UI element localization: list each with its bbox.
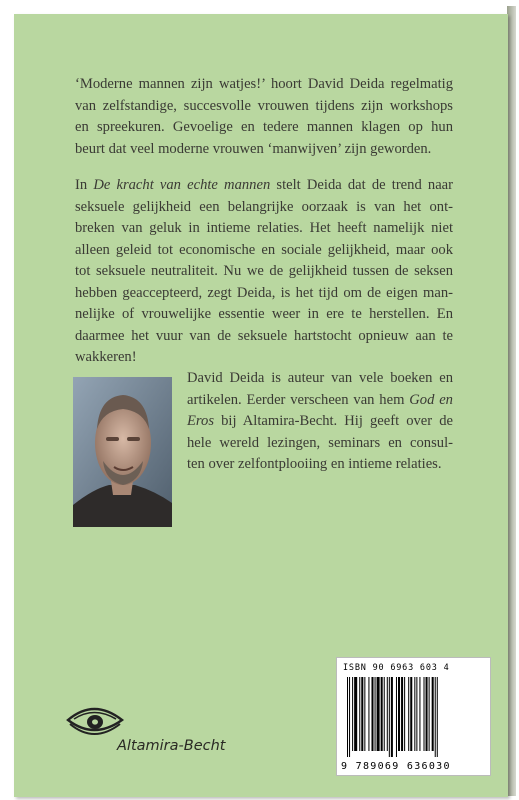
barcode-stripe xyxy=(437,677,438,757)
barcode-stripe xyxy=(416,677,417,751)
barcode-stripe xyxy=(429,677,430,751)
barcode-stripe xyxy=(426,677,428,751)
barcode-stripe xyxy=(396,677,397,757)
publisher-name: Altamira-Becht xyxy=(117,738,226,754)
bio-line: hele wereld lezingen, seminars en consul- xyxy=(187,434,453,451)
book-title: Eros xyxy=(187,413,215,429)
barcode-stripe xyxy=(424,677,425,751)
book-title: God en xyxy=(409,391,453,408)
barcode-stripe xyxy=(387,677,388,751)
barcode-stripe xyxy=(377,677,380,751)
barcode-stripe xyxy=(389,677,390,757)
barcode-stripe xyxy=(359,677,360,751)
barcode-stripe xyxy=(419,677,420,751)
barcode-stripe xyxy=(408,677,409,751)
author-bio xyxy=(187,368,453,476)
ean-number: 9 789069 636030 xyxy=(341,761,451,772)
barcode-stripe xyxy=(349,677,350,757)
blurb-line: alleen geleid tot economische en sociale gelijkheid, maar ook xyxy=(75,241,453,258)
blurb-line: ‘Moderne mannen zijn watjes!’ hoort David Deida regelmatig xyxy=(75,76,453,92)
blurb-text: stelt Deida dat de trend naar xyxy=(270,177,454,193)
bio-line: David Deida is auteur van vele boeken en xyxy=(187,370,453,386)
barcode xyxy=(336,657,491,776)
barcode-stripe xyxy=(414,677,415,751)
bio-text: artikelen. Eerder verscheen van hem xyxy=(187,391,410,408)
barcode-stripe xyxy=(398,677,400,751)
barcode-stripe xyxy=(352,677,353,751)
barcode-stripe xyxy=(375,677,376,751)
blurb-line: beurt dat veel moderne vrouwen ‘manwijven’ zijn geworden. xyxy=(75,140,432,157)
bio-line: ten over zelfontplooiing en intieme relaties. xyxy=(187,456,442,472)
blurb-line: seksuele gelijkheid een belangrijke oorzaak is van het ont- xyxy=(75,198,453,215)
barcode-stripe xyxy=(364,677,365,751)
blurb-line: breken van geluk in intieme relaties. Het heeft namelijk niet xyxy=(75,220,453,236)
blurb-line: wakkeren! xyxy=(75,349,137,365)
barcode-stripe xyxy=(368,677,369,751)
blurb-paragraph-1 xyxy=(75,74,453,160)
bio-text: bij Altamira-Becht. Hij geeft over de xyxy=(214,413,453,429)
book-spine-shadow xyxy=(507,6,516,796)
barcode-stripe xyxy=(401,677,403,751)
blurb-line: nelijke of vrouwelijke essentie weer in ere te herstellen. En xyxy=(75,306,453,322)
book-title: De kracht van echte mannen xyxy=(93,177,271,193)
barcode-stripe xyxy=(384,677,385,751)
bio-line xyxy=(187,390,453,412)
barcode-stripe xyxy=(371,677,373,751)
barcode-stripe xyxy=(432,677,434,751)
barcode-stripe xyxy=(435,677,436,757)
blurb-text: In xyxy=(75,177,94,193)
barcode-bars xyxy=(347,677,480,757)
barcode-stripe xyxy=(404,677,405,751)
blurb-line xyxy=(75,175,453,197)
barcode-stripe xyxy=(410,677,412,751)
blurb-line: tot seksuele neutraliteit. Nu we de gelijkheid tussen de seksen xyxy=(75,263,453,279)
blurb-paragraph-2 xyxy=(75,175,453,369)
barcode-stripe xyxy=(391,677,393,757)
blurb-line: en spreekuren. Gevoelige en tedere mannen klagen op hun xyxy=(75,119,453,135)
barcode-stripe xyxy=(354,677,357,751)
barcode-stripe xyxy=(347,677,348,757)
isbn-label: ISBN 90 6963 603 4 xyxy=(343,663,450,673)
bio-line xyxy=(187,411,453,433)
blurb-line: daarmee het vuur van de seksuele hartstocht opnieuw aan te xyxy=(75,327,453,344)
barcode-stripe xyxy=(381,677,383,751)
blurb-line: van zelfstandige, succesvolle vrouwen tijdens zijn workshops xyxy=(75,97,453,114)
blurb-line: hebben geaccepteerd, zegt Deida, is het tijd om de eigen man- xyxy=(75,284,453,301)
author-photo xyxy=(73,377,172,527)
barcode-stripe xyxy=(361,677,363,751)
